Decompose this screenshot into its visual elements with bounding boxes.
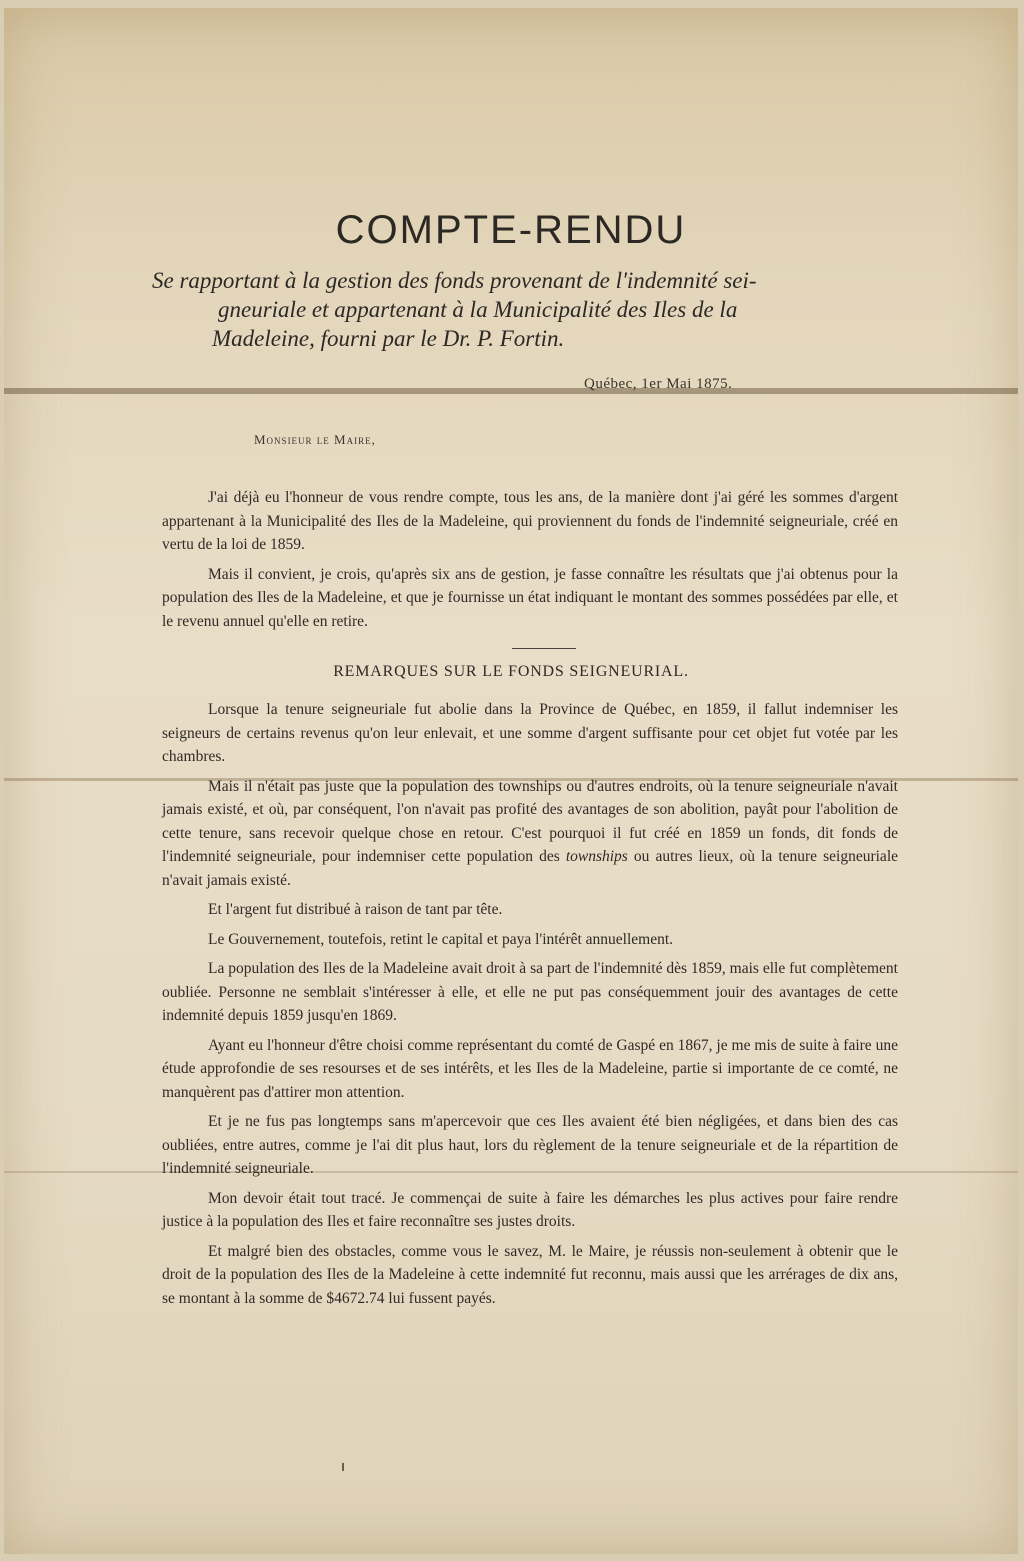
paragraph: Lorsque la tenure seigneuriale fut abolie dans la Province de Québec, en 1859, il fallut indemniser les seigneurs de certains revenus qu'on leur enlevait, et une somme d'argent suffisante pour cet objet fut votée par les chambres. — [162, 701, 898, 765]
paragraph: La population des Iles de la Madeleine avait droit à sa part de l'indemnité dès 1859, mais elle fut complètement oubliée. Personne ne semblait s'intéresser à elle, et elle ne put pas conséquemment jouir des avantages de cette indemnité depuis 1859 jusqu'en 1869. — [162, 960, 898, 1024]
ink-mark — [342, 1463, 344, 1471]
paragraph-text: Mais il n'était pas juste que la population des townships ou d'autres endroits, où la tenure seigneuriale n'avait jamais existé, et où, par conséquent, l'on n'avait pas profité des avantages de son abolition, payât pour l'abolition de cette tenure, sans recevoir quelque chose en retour. C'est pourquoi il fut créé en 1859 un fonds, dit fonds de l'indemnité seigneuriale, pour indemniser cette population des — [162, 777, 898, 865]
document-title: COMPTE-RENDU — [335, 208, 687, 252]
paragraph: Ayant eu l'honneur d'être choisi comme représentant du comté de Gaspé en 1867, je me mis de suite à faire une étude approfondie de ses resourses et de ses intérêts, et les Iles de la Madeleine, partie si importante de ce comté, ne manquèrent pas d'attirer mon attention. — [162, 1036, 898, 1101]
paper-fold-1 — [4, 388, 1018, 394]
document-subtitle — [152, 266, 892, 353]
paragraph — [162, 775, 898, 893]
paragraph: Mais il convient, je crois, qu'après six ans de gestion, je fasse connaître les résultats que j'ai obtenus pour la population des Iles de la Madeleine, et que je fournisse un état indiquant le montant des sommes possédées par elle, et le revenu annuel qu'elle en retire. — [162, 565, 898, 630]
italic-term: townships — [565, 848, 628, 865]
intro-paragraphs — [162, 486, 898, 639]
paragraph: Le Gouvernement, toutefois, retint le capital et paya l'intérêt annuellement. — [208, 930, 674, 948]
paragraph-text: ou autres lieux, où la tenure seigneuriale n'avait jamais existé. — [162, 848, 898, 889]
subtitle-line-2: gneuriale et appartenant à la Municipalité des Iles de la — [218, 297, 738, 322]
subtitle-line-3: Madeleine, fourni par le Dr. P. Fortin. — [212, 326, 565, 351]
paragraph: Et je ne fus pas longtemps sans m'apercevoir que ces Iles avaient été bien négligées, et dans bien des cas oubliées, entre autres, comme je l'ai dit plus haut, lors du règlement de la tenure seigneuriale et de la répartition de l'indemnité seigneuriale. — [162, 1113, 898, 1177]
paragraph: J'ai déjà eu l'honneur de vous rendre compte, tous les ans, de la manière dont j'ai géré les sommes d'argent appartenant à la Municipalité des Iles de la Madeleine, qui proviennent du fonds de l'indemnité seigneuriale, créé en vertu de la loi de 1859. — [162, 489, 898, 553]
paragraph: Mon devoir était tout tracé. Je commençai de suite à faire les démarches les plus actives pour faire rendre justice à la population des Iles et faire reconnaître ses justes droits. — [162, 1189, 898, 1230]
dateline: Québec, 1er Mai 1875. — [584, 376, 733, 392]
document-page — [4, 8, 1018, 1554]
subtitle-line-1: Se rapportant à la gestion des fonds provenant de l'indemnité sei- — [152, 268, 757, 293]
section-heading: REMARQUES SUR LE FONDS SEIGNEURIAL. — [333, 663, 689, 680]
section-divider — [512, 648, 576, 649]
salutation: Monsieur le Maire, — [254, 432, 376, 447]
paragraph: Et l'argent fut distribué à raison de tant par tête. — [208, 901, 503, 918]
main-paragraphs — [162, 698, 898, 1316]
paragraph: Et malgré bien des obstacles, comme vous le savez, M. le Maire, je réussis non-seulement à obtenir que le droit de la population des Iles de la Madeleine à cette indemnité fut reconnu, mais aussi que les arrérages de dix ans, se montant à la somme de $4672.74 lui fussent payés. — [162, 1242, 898, 1307]
